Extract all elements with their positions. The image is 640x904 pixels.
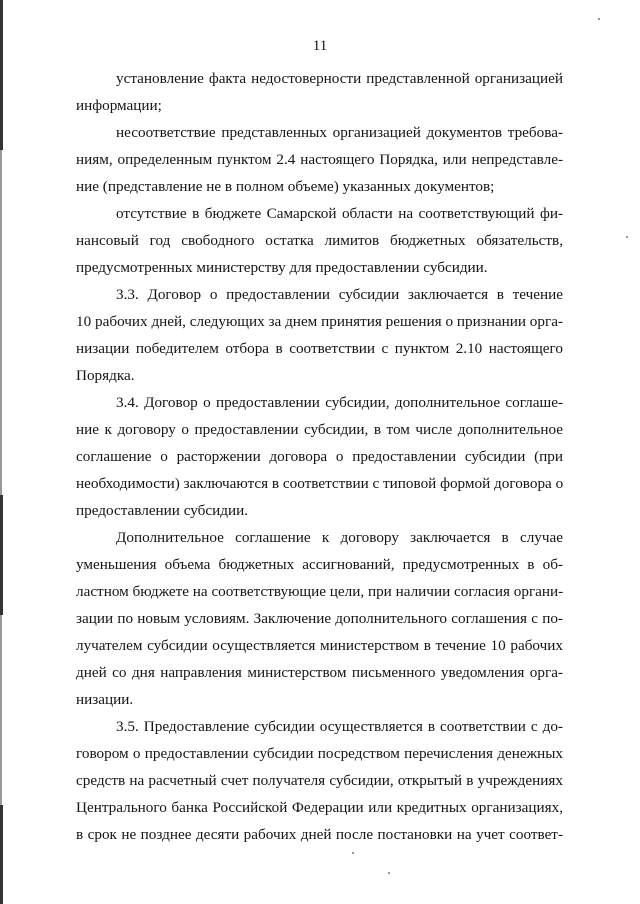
- text-line: лучателем субсидии осуществляется министерством в течение 10 рабочих: [76, 637, 563, 654]
- text-line: предусмотренных министерству для предоставлении субсидии.: [76, 259, 488, 276]
- text-line: Дополнительное соглашение к договору заключается в случае: [116, 529, 563, 546]
- scan-speck: [598, 18, 600, 20]
- text-line: дней со дня направления министерством письменного уведомления орга-: [76, 664, 563, 681]
- page-number: 11: [312, 38, 328, 54]
- text-line: ние к договору о предоставлении субсидии, в том числе дополнительное: [76, 421, 563, 438]
- text-line: Порядка.: [76, 367, 135, 384]
- text-line: Центрального банка Российской Федерации или кредитных организациях,: [76, 799, 563, 816]
- text-line: предоставлении субсидии.: [76, 502, 249, 519]
- text-line: низации победителем отбора в соответствии с пунктом 2.10 настоящего: [76, 340, 563, 357]
- text-line: 3.3. Договор о предоставлении субсидии заключается в течение: [116, 286, 563, 303]
- text-line: 3.5. Предоставление субсидии осуществляется в соответствии с до-: [116, 718, 563, 735]
- scan-edge-mark-top: [0, 0, 3, 150]
- scan-edge-mark-middle: [0, 495, 3, 615]
- text-line: установление факта недостоверности представленной организацией: [116, 70, 563, 87]
- text-line: ниям, определенным пунктом 2.4 настоящего Порядка, или непредставле-: [76, 151, 563, 168]
- text-line: в срок не позднее десяти рабочих дней после постановки на учет соответ-: [76, 826, 563, 843]
- text-line: говором о предоставлении субсидии посредством перечисления денежных: [76, 745, 563, 762]
- text-line: средств на расчетный счет получателя субсидии, открытый в учреждениях: [76, 772, 563, 789]
- scan-edge-mark-bottom: [0, 805, 3, 904]
- scan-speck: [626, 236, 628, 238]
- text-line: отсутствие в бюджете Самарской области на соответствующий фи-: [116, 205, 563, 222]
- text-line: ластном бюджете на соответствующие цели, при наличии согласия органи-: [76, 583, 564, 600]
- text-line: информации;: [76, 97, 162, 114]
- text-line: соглашение о расторжении договора о предоставлении субсидии (при: [76, 448, 563, 465]
- text-line: зации по новым условиям. Заключение дополнительного соглашения с по-: [76, 610, 563, 627]
- text-line: ние (представление не в полном объеме) указанных документов;: [76, 178, 495, 195]
- scan-speck: [388, 872, 390, 874]
- text-line: 3.4. Договор о предоставлении субсидии, дополнительное соглаше-: [116, 394, 563, 411]
- text-line: уменьшения объема бюджетных ассигнований, предусмотренных в об-: [76, 556, 563, 573]
- text-line: необходимости) заключаются в соответствии с типовой формой договора о: [76, 475, 564, 492]
- scan-speck: [352, 852, 354, 854]
- text-line: 10 рабочих дней, следующих за днем принятия решения о признании орга-: [76, 313, 563, 330]
- text-line: низации.: [76, 691, 134, 708]
- text-line: нансовый год свободного остатка лимитов бюджетных обязательств,: [76, 232, 563, 249]
- text-line: несоответствие представленных организацией документов требова-: [116, 124, 563, 141]
